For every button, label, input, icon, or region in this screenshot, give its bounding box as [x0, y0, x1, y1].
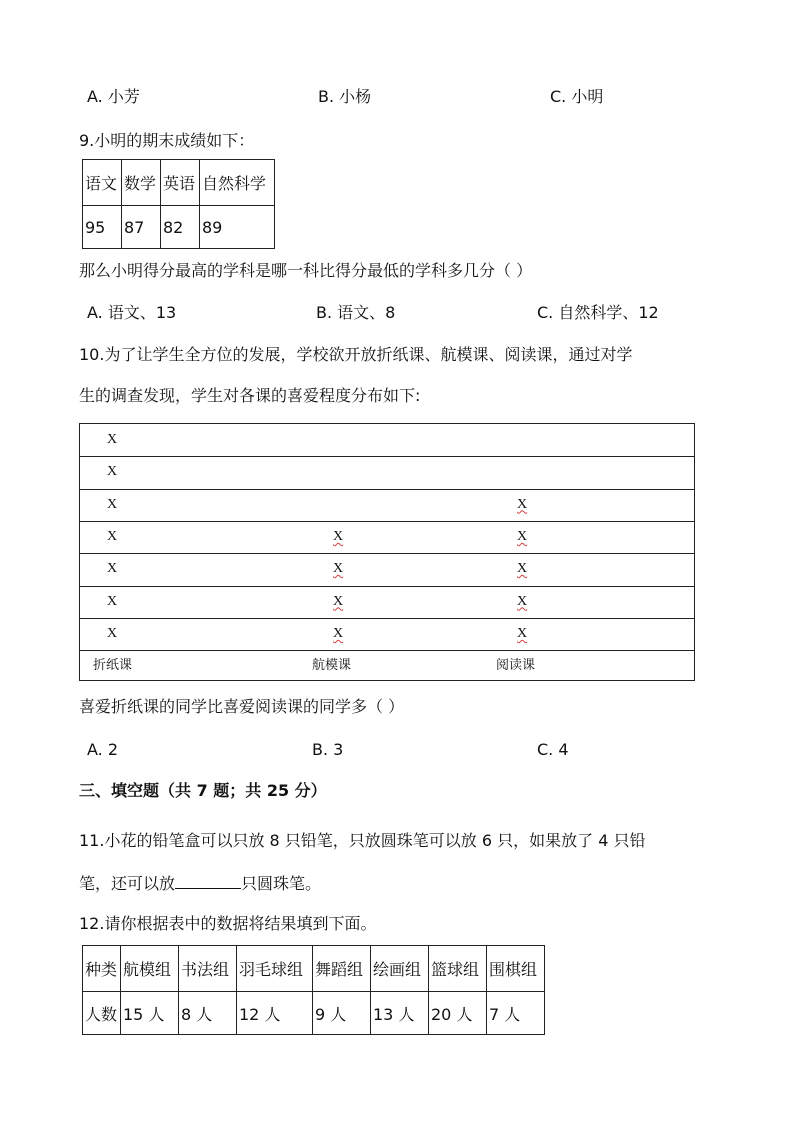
q12-header-cell: 航模组: [121, 946, 179, 992]
pictograph-mark: X: [517, 528, 528, 544]
q9-score-table: [82, 159, 275, 249]
q11-line2-after: 只圆珠笔。: [241, 874, 322, 893]
pictograph-mark: X: [107, 496, 118, 512]
q9-value-cell: 87: [122, 206, 161, 249]
pictograph-row-line: [80, 489, 694, 490]
q11-line2-before: 笔，还可以放: [79, 874, 176, 893]
pictograph-mark: X: [333, 561, 344, 577]
q12-header-cell: 羽毛球组: [237, 946, 313, 992]
q9-option-a: A. 语文、13: [87, 303, 177, 322]
q12-value-cell: 8 人: [179, 992, 237, 1035]
pictograph-mark: X: [517, 625, 528, 641]
q12-value-cell: 12 人: [237, 992, 313, 1035]
q12-header-cell: 篮球组: [429, 946, 487, 992]
q10-option-c: C. 4: [537, 740, 569, 759]
q10-option-a: A. 2: [87, 740, 119, 759]
q12-value-cell: 7 人: [487, 992, 545, 1035]
q9-header-cell: 自然科学: [200, 160, 275, 206]
q12-value-cell: 13 人: [371, 992, 429, 1035]
q9-value-cell: 95: [83, 206, 122, 249]
q12-header-cell: 书法组: [179, 946, 237, 992]
pictograph-row-line: [80, 618, 694, 619]
q12-group-table: [82, 945, 545, 1035]
q9-header-cell: 数学: [122, 160, 161, 206]
q10-stem-line2: 生的调查发现，学生对各课的喜爱程度分布如下:: [79, 386, 421, 405]
pictograph-mark: X: [333, 528, 344, 544]
q8-option-a: A. 小芳: [87, 87, 140, 106]
pictograph-mark: X: [517, 593, 528, 609]
q10-stem-line1: 10.为了让学生全方位的发展，学校欲开放折纸课、航模课、阅读课，通过对学: [79, 345, 633, 364]
pictograph-row-line: [80, 456, 694, 457]
q12-header-cell: 围棋组: [487, 946, 545, 992]
pictograph-mark: X: [333, 625, 344, 641]
q9-stem: 9.小明的期末成绩如下：: [79, 131, 255, 150]
pictograph-mark: X: [107, 561, 118, 577]
q8-option-b: B. 小杨: [318, 87, 372, 106]
q11-answer-blank[interactable]: [175, 873, 241, 889]
q12-header-cell: 种类: [83, 946, 121, 992]
pictograph-row-line: [80, 586, 694, 587]
q11-line1: 11.小花的铅笔盒可以只放 8 只铅笔，只放圆珠笔可以放 6 只，如果放了 4 只铅: [79, 831, 646, 850]
pictograph-course-label: 阅读课: [496, 658, 536, 674]
pictograph-mark: X: [107, 593, 118, 609]
q12-value-cell: 15 人: [121, 992, 179, 1035]
q11-line2: [79, 873, 321, 894]
q12-value-cell: 20 人: [429, 992, 487, 1035]
q12-value-cell: 人数: [83, 992, 121, 1035]
pictograph-mark: X: [107, 464, 118, 480]
pictograph-mark: X: [107, 528, 118, 544]
pictograph-mark: X: [333, 593, 344, 609]
q12-header-cell: 绘画组: [371, 946, 429, 992]
q9-value-cell: 89: [200, 206, 275, 249]
q10-pictograph: [79, 423, 695, 681]
pictograph-mark: X: [517, 496, 528, 512]
pictograph-course-label: 航模课: [312, 658, 352, 674]
pictograph-row-line: [80, 553, 694, 554]
q9-value-cell: 82: [161, 206, 200, 249]
q12-value-cell: 9 人: [313, 992, 371, 1035]
pictograph-mark: X: [107, 625, 118, 641]
q9-header-cell: 语文: [83, 160, 122, 206]
q12-header-cell: 舞蹈组: [313, 946, 371, 992]
q10-question: 喜爱折纸课的同学比喜爱阅读课的同学多（ ）: [79, 697, 405, 716]
pictograph-row-line: [80, 650, 694, 651]
q9-question: 那么小明得分最高的学科是哪一科比得分最低的学科多几分（ ）: [79, 261, 533, 280]
pictograph-mark: X: [107, 432, 118, 447]
section3-title: 三、填空题（共 7 题；共 25 分）: [79, 781, 327, 800]
pictograph-course-label: 折纸课: [93, 658, 133, 674]
q12-stem: 12.请你根据表中的数据将结果填到下面。: [79, 914, 377, 933]
q10-option-b: B. 3: [312, 740, 344, 759]
q9-header-cell: 英语: [161, 160, 200, 206]
pictograph-mark: X: [517, 561, 528, 577]
q9-option-c: C. 自然科学、12: [537, 303, 659, 322]
q9-option-b: B. 语文、8: [316, 303, 396, 322]
q8-option-c: C. 小明: [550, 87, 604, 106]
pictograph-row-line: [80, 521, 694, 522]
